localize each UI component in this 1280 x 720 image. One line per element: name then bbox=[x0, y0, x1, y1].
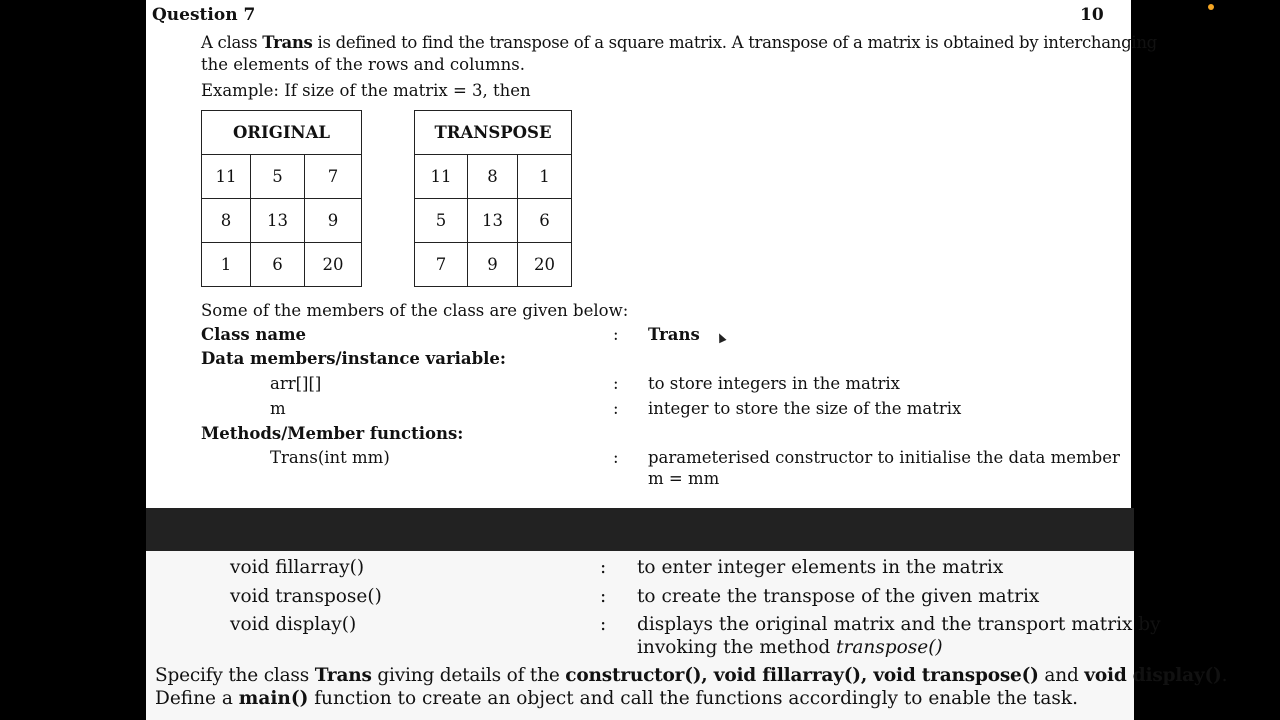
method-desc: to create the transpose of the given matrix bbox=[637, 586, 1040, 607]
data-member-desc: integer to store the size of the matrix bbox=[648, 399, 962, 418]
constructor-desc-2: m = mm bbox=[648, 469, 720, 488]
matrix-cell: 9 bbox=[468, 243, 518, 287]
matrix-cell: 1 bbox=[202, 243, 251, 287]
class-name-value: Trans bbox=[648, 325, 700, 344]
method-desc: displays the original matrix and the transport matrix by bbox=[637, 614, 1161, 635]
colon: : bbox=[613, 374, 619, 393]
intro-line-1: A class Trans is defined to find the transpose of a square matrix. A transpose of a matrix is obtained by interchanging bbox=[201, 33, 1157, 52]
colon: : bbox=[600, 614, 607, 635]
original-header: ORIGINAL bbox=[202, 111, 362, 155]
methods-heading: Methods/Member functions: bbox=[201, 424, 464, 443]
question-page-bottom bbox=[146, 551, 1228, 720]
colon: : bbox=[600, 557, 607, 578]
matrix-cell: 7 bbox=[305, 155, 362, 199]
page-gap bbox=[146, 508, 1134, 551]
original-matrix-table bbox=[201, 110, 362, 287]
colon: : bbox=[600, 586, 607, 607]
method-desc: to enter integer elements in the matrix bbox=[637, 557, 1004, 578]
example-line: Example: If size of the matrix = 3, then bbox=[201, 81, 531, 100]
method-name: void fillarray() bbox=[230, 557, 365, 578]
intro-line-2: the elements of the rows and columns. bbox=[201, 55, 525, 74]
data-members-heading: Data members/instance variable: bbox=[201, 349, 506, 368]
matrix-cell: 8 bbox=[202, 199, 251, 243]
recording-indicator-icon bbox=[1208, 4, 1214, 10]
matrix-cell: 9 bbox=[305, 199, 362, 243]
matrix-cell: 8 bbox=[468, 155, 518, 199]
class-name-label: Class name bbox=[201, 325, 307, 344]
matrix-cell: 20 bbox=[518, 243, 572, 287]
matrix-cell: 6 bbox=[251, 243, 305, 287]
matrix-cell: 13 bbox=[251, 199, 305, 243]
question-title: Question 7 bbox=[152, 5, 256, 25]
data-member-name: arr[][] bbox=[270, 374, 322, 393]
matrix-cell: 5 bbox=[415, 199, 468, 243]
method-name: void transpose() bbox=[230, 586, 382, 607]
transpose-header: TRANSPOSE bbox=[415, 111, 572, 155]
constructor-name: Trans(int mm) bbox=[270, 448, 390, 467]
colon: : bbox=[613, 448, 619, 467]
constructor-desc: parameterised constructor to initialise the data member bbox=[648, 448, 1120, 467]
colon: : bbox=[613, 399, 619, 418]
method-name: void display() bbox=[230, 614, 357, 635]
members-intro: Some of the members of the class are given below: bbox=[201, 301, 629, 320]
transpose-matrix-table bbox=[414, 110, 572, 287]
matrix-cell: 13 bbox=[468, 199, 518, 243]
data-member-desc: to store integers in the matrix bbox=[648, 374, 900, 393]
question-page-top bbox=[146, 0, 1157, 508]
specify-line-1: Specify the class Trans giving details of the constructor(), void fillarray(), void transpose() and void display(). bbox=[155, 665, 1228, 686]
matrix-cell: 6 bbox=[518, 199, 572, 243]
data-member-name: m bbox=[270, 399, 286, 418]
specify-line-2: Define a main() function to create an object and call the functions accordingly to enable the task. bbox=[155, 688, 1079, 709]
matrix-cell: 7 bbox=[415, 243, 468, 287]
matrix-cell: 20 bbox=[305, 243, 362, 287]
method-desc-2: invoking the method transpose() bbox=[637, 637, 943, 658]
matrix-cell: 11 bbox=[202, 155, 251, 199]
question-marks: 10 bbox=[1080, 5, 1104, 25]
matrix-cell: 5 bbox=[251, 155, 305, 199]
matrix-cell: 1 bbox=[518, 155, 572, 199]
matrix-cell: 11 bbox=[415, 155, 468, 199]
colon: : bbox=[613, 325, 619, 344]
